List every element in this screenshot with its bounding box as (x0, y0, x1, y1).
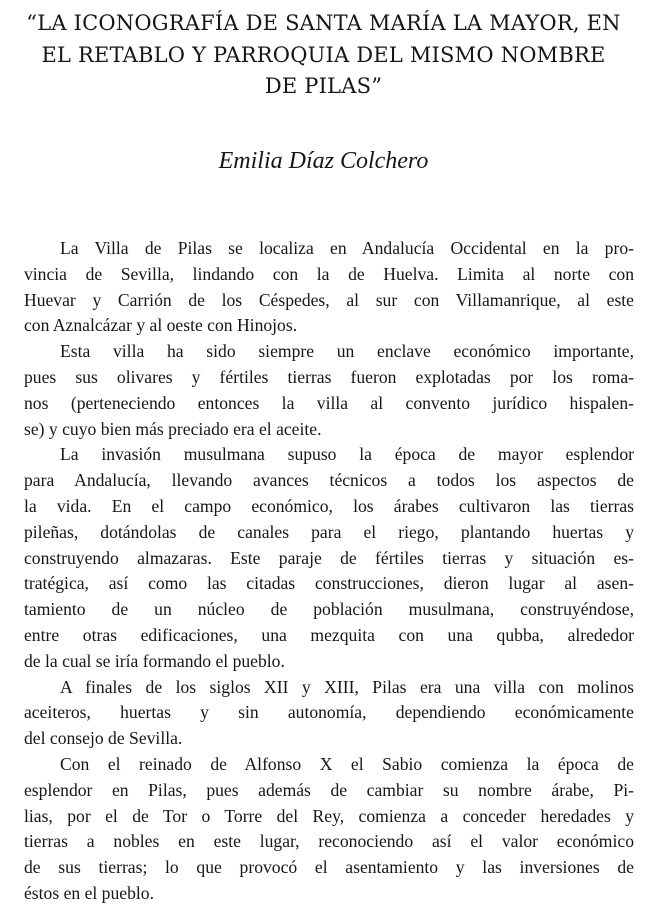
text-line: tratégica, así como las citadas construcciones, dieron lugar al asen- (24, 573, 634, 594)
paragraph (24, 752, 634, 907)
text-line: de la cual se iría formando el pueblo. (24, 650, 285, 671)
paragraph (24, 675, 634, 752)
text-line: Huevar y Carrión de los Céspedes, al sur con Villamanrique, al este (24, 289, 634, 310)
text-line: tamiento de un núcleo de población musulmana, construyéndose, (24, 599, 634, 620)
text-line: entre otras edificaciones, una mezquita con una qubba, alrededor (24, 624, 634, 645)
author-name: Emilia Díaz Colchero (218, 148, 429, 174)
text-line: éstos en el pueblo. (24, 882, 154, 903)
text-line: con Aznalcázar y al oeste con Hinojos. (24, 315, 298, 336)
text-line: La Villa de Pilas se localiza en Andalucía Occidental en la pro- (60, 238, 634, 258)
paragraph (24, 442, 634, 674)
article-title (8, 8, 639, 103)
paragraph (24, 339, 634, 442)
text-line: lias, por el de Tor o Torre del Rey, comienza a conceder heredades y (24, 805, 634, 826)
title-line: DE PILAS” (264, 74, 383, 98)
text-line: pileñas, dotándolas de canales para el riego, plantando huertas y (24, 521, 634, 542)
text-line: Esta villa ha sido siempre un enclave económico importante, (60, 341, 634, 362)
text-line: de sus tierras; lo que provocó el asentamiento y las inversiones de (24, 857, 634, 878)
title-line: EL RETABLO Y PARROQUIA DEL MISMO NOMBRE (41, 42, 606, 67)
text-line: aceiteros, huertas y sin autonomía, dependiendo económicamente (24, 702, 634, 723)
text-line: del consejo de Sevilla. (24, 728, 183, 749)
text-line: construyendo almazaras. Este paraje de fértiles tierras y situación es- (24, 547, 634, 568)
text-line: A finales de los siglos XII y XIII, Pilas era una villa con molinos (60, 676, 634, 697)
text-line: pues sus olivares y fértiles tierras fueron explotadas por los roma- (24, 366, 634, 387)
text-line: tierras a nobles en este lugar, reconociendo así el valor económico (24, 831, 634, 852)
text-line: se) y cuyo bien más preciado era el aceite. (24, 418, 322, 439)
text-line: Con el reinado de Alfonso X el Sabio comienza la época de (60, 753, 634, 774)
text-line: la vida. En el campo económico, los árabes cultivaron las tierras (24, 495, 634, 516)
title-line: “LA ICONOGRAFÍA DE SANTA MARÍA LA MAYOR, EN (26, 11, 621, 35)
paragraph (24, 236, 634, 339)
article-body (24, 236, 634, 907)
text-line: La invasión musulmana supuso la época de mayor esplendor (60, 444, 634, 465)
text-line: para Andalucía, llevando avances técnicos a todos los aspectos de (24, 470, 634, 491)
text-line: esplendor en Pilas, pues además de cambiar su nombre árabe, Pi- (24, 779, 634, 800)
text-line: vincia de Sevilla, lindando con la de Huelva. Limita al norte con (24, 263, 634, 284)
text-line: nos (perteneciendo entonces la villa al convento jurídico hispalen- (24, 392, 634, 413)
